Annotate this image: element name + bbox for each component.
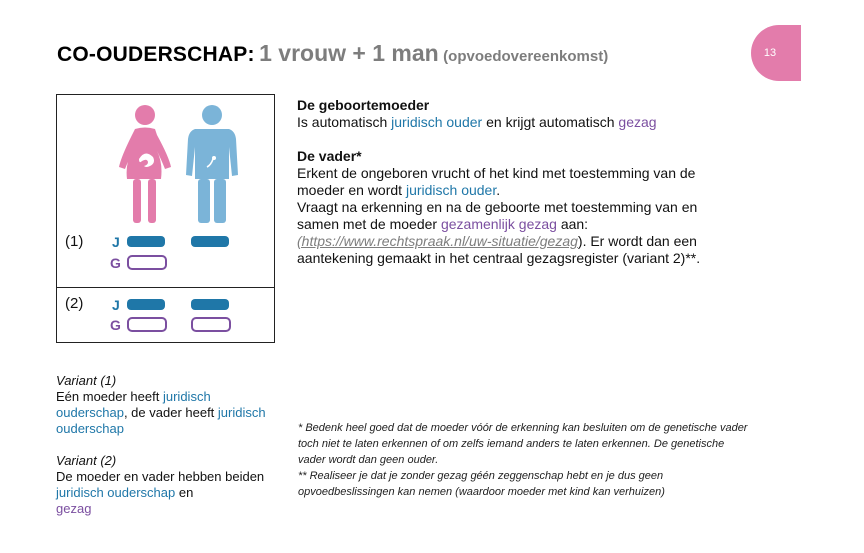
father-heading: De vader* <box>297 148 362 164</box>
variant1-juridisch-2: juridisch ouderschap <box>56 405 266 436</box>
page-number: 13 <box>763 47 777 59</box>
row2-mother-juridisch-bar <box>127 299 165 310</box>
variant1-block <box>56 373 266 437</box>
row2-father-gezag-bar <box>191 317 231 332</box>
pregnant-mother-icon <box>117 101 172 225</box>
figure-divider <box>57 287 274 288</box>
title-note: (opvoedovereenkomst) <box>443 48 609 65</box>
mother-text-gezag: gezag <box>618 114 657 130</box>
father-p2-a: Vraagt na erkenning en na de geboorte met toestemming van en samen met de moeder <box>297 199 698 232</box>
mother-heading: De geboortemoeder <box>297 97 430 113</box>
variant2-a: De moeder en vader hebben beiden <box>56 469 265 484</box>
mother-text-juridisch: juridisch ouder <box>391 114 483 130</box>
footnote-1: * Bedenk heel goed dat de moeder vóór de erkenning kan besluiten om de genetische vader toch niet te laten erkennen of om zelfs iemand anders te laten erkennen. De genetische vader wordt dan geen ouder. <box>298 422 748 466</box>
father-text-2 <box>297 199 737 267</box>
variant1-c: , de vader heeft <box>123 405 215 420</box>
variant2-title: Variant (2) <box>56 453 117 468</box>
footnote-2: ** Realiseer je dat je zonder gezag géén zeggenschap hebt en je dus geen opvoedbeslissingen kan nemen (waardoor moeder met kind kan verhuizen) <box>298 470 665 498</box>
father-p1-a: Erkent de ongeboren vrucht of het kind met toestemming van de moeder en wordt <box>297 165 696 198</box>
row1-father-juridisch-bar <box>191 236 229 247</box>
variant1-title: Variant (1) <box>56 373 117 388</box>
title-sub: 1 vrouw + 1 man <box>259 40 439 66</box>
father-p1-c: . <box>496 182 501 198</box>
variant2-c: en <box>178 485 194 500</box>
explanation-text <box>297 97 737 267</box>
page-number-tab <box>751 25 801 81</box>
page-title <box>57 40 608 67</box>
row2-g-label: G <box>110 317 121 333</box>
variant1-juridisch: juridisch ouderschap <box>56 389 211 420</box>
variant1-a: Eén moeder heeft <box>56 389 160 404</box>
variant2-juridisch: juridisch ouderschap <box>56 485 176 500</box>
parent-figure-box <box>56 94 275 343</box>
variant2-block <box>56 453 266 517</box>
footnotes <box>298 420 748 500</box>
row2-mother-gezag-bar <box>127 317 167 332</box>
row2-label: (2) <box>65 295 84 312</box>
title-main: CO-OUDERSCHAP: <box>57 43 255 66</box>
father-p2-c: aan: <box>560 216 589 232</box>
row2-j-label: J <box>112 297 120 313</box>
mother-text-a: Is automatisch <box>297 114 388 130</box>
father-p2-gezag: gezamenlijk gezag <box>440 216 557 232</box>
row1-j-label: J <box>112 234 120 250</box>
rechtspraak-link[interactable]: (https://www.rechtspraak.nl/uw-situatie/gezag <box>297 233 578 249</box>
father-icon <box>185 101 239 225</box>
father-p1-juridisch: juridisch ouder <box>405 182 497 198</box>
row1-mother-gezag-bar <box>127 255 167 270</box>
variant2-gezag: gezag <box>56 501 92 516</box>
row1-g-label: G <box>110 255 121 271</box>
row1-label: (1) <box>65 233 84 250</box>
mother-text <box>297 114 737 131</box>
row1-mother-juridisch-bar <box>127 236 165 247</box>
father-p2-d: ). Er wordt dan een aantekening gemaakt in het centraal gezagsregister (variant 2)**. <box>297 233 701 266</box>
father-text-1 <box>297 165 737 199</box>
row2-father-juridisch-bar <box>191 299 229 310</box>
mother-text-c: en krijgt automatisch <box>486 114 615 130</box>
